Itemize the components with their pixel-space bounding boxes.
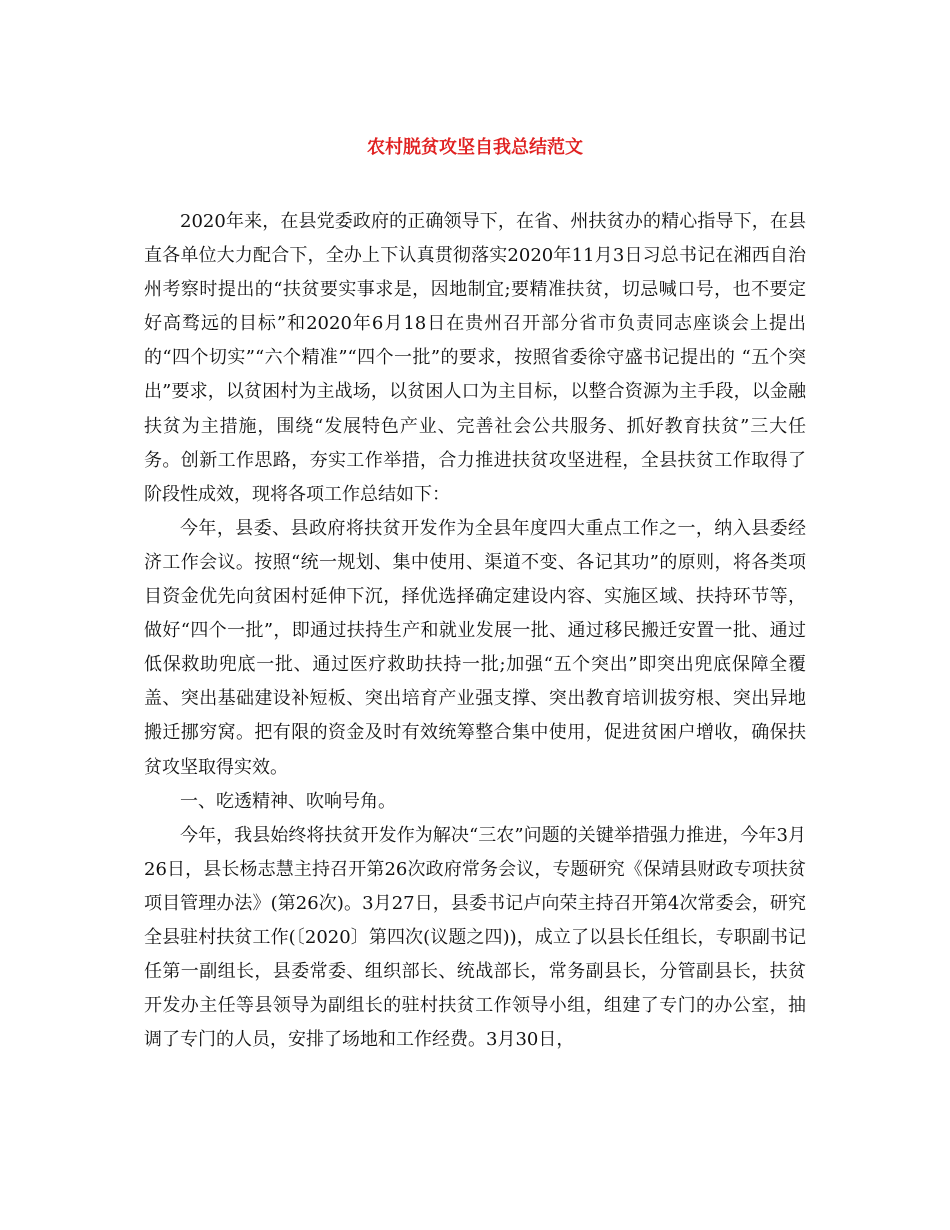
document-body xyxy=(144,205,806,1057)
paragraph-section-one: 今年，我县始终将扶贫开发作为解决“三农”问题的关键举措强力推进，今年3月26日，县长杨志慧主持召开第26次政府常务会议，专题研究《保靖县财政专项扶贫项目管理办法》(第26次)。3月27日，县委书记卢向荣主持召开第4次常委会，研究全县驻村扶贫工作(〔2020〕第四次(议题之四))，成立了以县长任组长，专职副书记任第一副组长，县委常委、组织部长、统战部长，常务副县长，分管副县长，扶贫开发办主任等县领导为副组长的驻村扶贫工作领导小组，组建了专门的办公室，抽调了专门的人员，安排了场地和工作经费。3月30日， xyxy=(144,824,806,1051)
document-title: 农村脱贫攻坚自我总结范文 xyxy=(367,137,583,158)
paragraph-overview: 今年，县委、县政府将扶贫开发作为全县年度四大重点工作之一，纳入县委经济工作会议。按照“统一规划、集中使用、渠道不变、各记其功”的原则，将各类项目资金优先向贫困村延伸下沉，择优选择确定建设内容、实施区域、扶持环节等，做好“四个一批”，即通过扶持生产和就业发展一批、通过移民搬迁安置一批、通过低保救助兜底一批、通过医疗救助扶持一批;加强“五个突出”即突出兜底保障全覆盖、突出基础建设补短板、突出培育产业强支撑、突出教育培训拔穷根、突出异地搬迁挪穷窝。把有限的资金及时有效统筹整合集中使用，促进贫困户增收，确保扶贫攻坚取得实效。 xyxy=(144,517,806,778)
paragraph-intro: 2020年来，在县党委政府的正确领导下，在省、州扶贫办的精心指导下，在县直各单位大力配合下，全办上下认真贯彻落实2020年11月3日习总书记在湘西自治州考察时提出的“扶贫要实事求是，因地制宜;要精准扶贫，切忌喊口号，也不要定好高骛远的目标”和2020年6月18日在贵州召开部分省市负责同志座谈会上提出的“四个切实”“六个精准”“四个一批”的要求，按照省委徐守盛书记提出的 “五个突出”要求，以贫困村为主战场，以贫困人口为主目标，以整合资源为主手段，以金融扶贫为主措施，围绕“发展特色产业、完善社会公共服务、抓好教育扶贫”三大任务。创新工作思路，夯实工作举措，合力推进扶贫攻坚进程，全县扶贫工作取得了阶段性成效，现将各项工作总结如下： xyxy=(144,211,806,505)
section-heading: 一、吃透精神、吹响号角。 xyxy=(180,790,396,812)
